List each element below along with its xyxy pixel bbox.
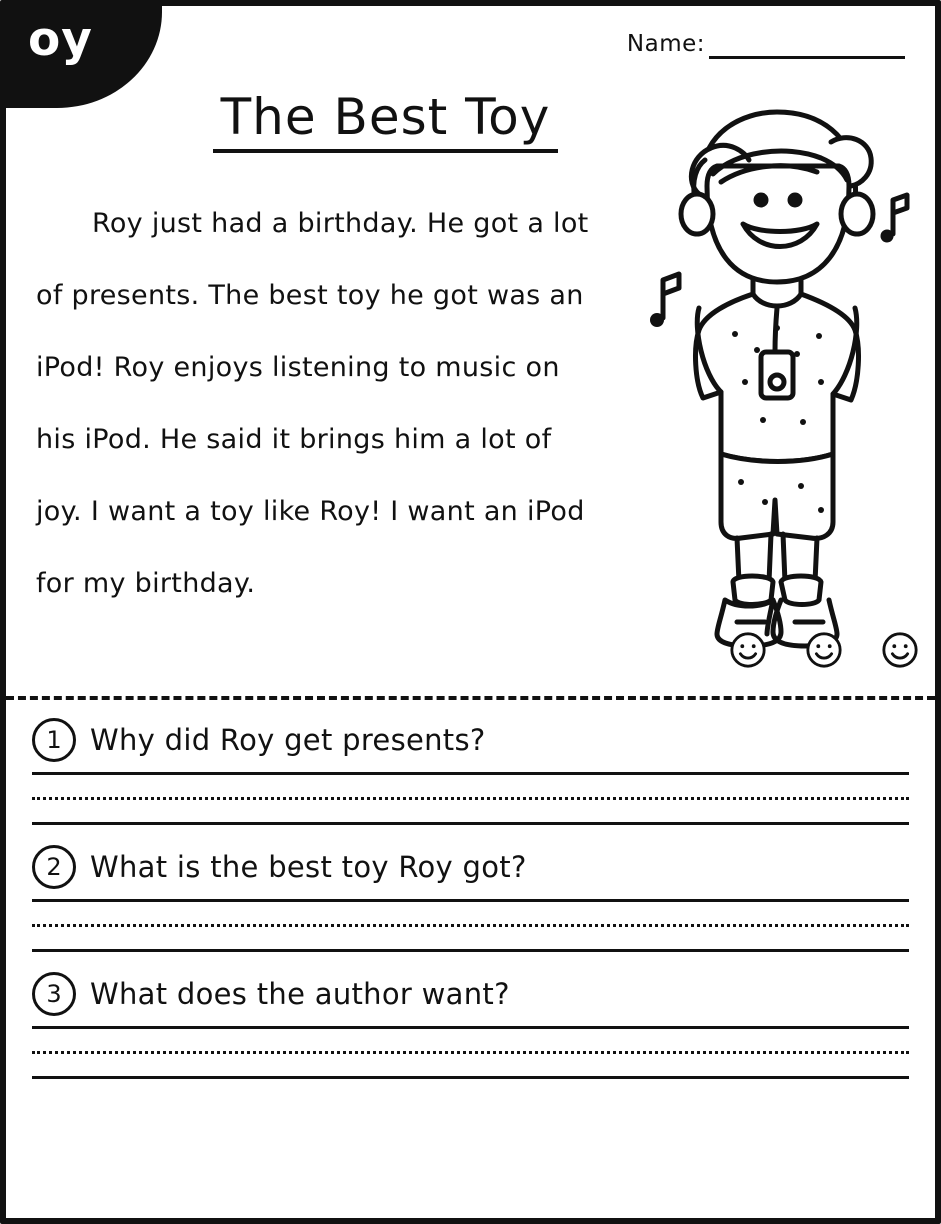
question-block [32, 718, 909, 825]
answer-line-solid[interactable] [32, 899, 909, 902]
question-text: Why did Roy get presents? [90, 723, 486, 757]
question-text: What is the best toy Roy got? [90, 850, 527, 884]
question-header [32, 972, 909, 1016]
question-text: What does the author want? [90, 977, 510, 1011]
smiley-icon[interactable] [729, 631, 767, 669]
name-input-blank[interactable] [709, 30, 905, 59]
answer-line-solid[interactable] [32, 822, 909, 825]
name-field-row [627, 30, 905, 59]
answer-line-solid[interactable] [32, 772, 909, 775]
answer-line-solid[interactable] [32, 1026, 909, 1029]
smiley-rating-row[interactable] [729, 631, 919, 669]
reading-passage [36, 188, 596, 620]
question-header [32, 718, 909, 762]
question-number-badge: 2 [32, 845, 76, 889]
boy-with-headphones-illustration [625, 82, 925, 652]
question-number-badge: 3 [32, 972, 76, 1016]
question-number-badge: 1 [32, 718, 76, 762]
page-title: The Best Toy [213, 90, 559, 153]
answer-line-solid[interactable] [32, 949, 909, 952]
questions-section [32, 718, 909, 1099]
phonics-badge-label: oy [28, 12, 93, 67]
passage-text: Roy just had a birthday. He got a lot of presents. The best toy he got was an iPod! Roy enjoys listening to music on his iPod. He said it brings him a lot of joy. I want a toy like Roy! I want an iPod for my birthday. [36, 208, 589, 599]
question-header [32, 845, 909, 889]
smiley-icon[interactable] [881, 631, 919, 669]
section-divider [6, 696, 935, 700]
name-label: Name: [626, 31, 705, 57]
question-block [32, 845, 909, 952]
answer-line-solid[interactable] [32, 1076, 909, 1079]
smiley-icon[interactable] [805, 631, 843, 669]
question-block [32, 972, 909, 1079]
title-container [6, 90, 935, 153]
